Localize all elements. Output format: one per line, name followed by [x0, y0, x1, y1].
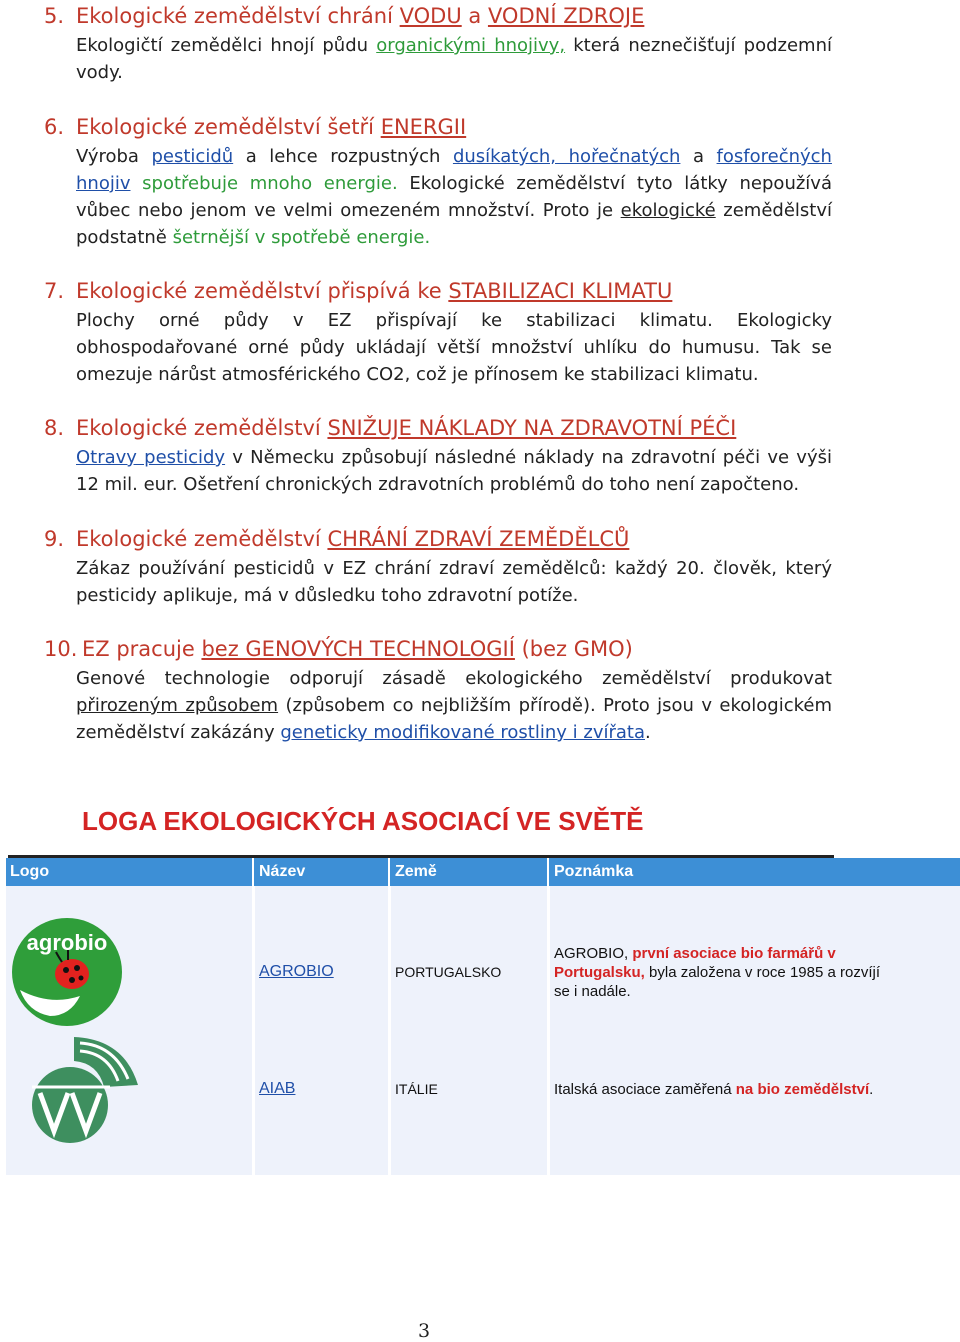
section-heading: Ekologické zemědělství SNIŽUJE NÁKLADY NA ZDRAVOTNÍ PÉČI: [76, 416, 737, 440]
agrobio-logo: [10, 916, 124, 1028]
aiab-logo: [14, 1035, 140, 1143]
column-header-logo: Logo: [10, 863, 50, 880]
table-row: [6, 886, 960, 1030]
section-body: Genové technologie odporují zásadě ekologického zemědělství produkovat přirozeným způsobem (způsobem co nejbližším přírodě). Proto jsou v ekologickém zemědělství zakázány geneticky modifikované rostliny i zvířata.: [76, 668, 832, 743]
table-header: [6, 858, 960, 886]
section-number: 9.: [44, 527, 65, 551]
section-heading: Ekologické zemědělství chrání VODU a VODNÍ ZDROJE: [76, 4, 645, 28]
section-body: Otravy pesticidy v Německu způsobují následné náklady na zdravotní péči ve výši 12 mil. eur. Ošetření chronických zdravotních problémů do toho není započteno.: [76, 447, 832, 495]
gmo-link[interactable]: geneticky modifikované rostliny i zvířata: [280, 722, 645, 743]
association-name[interactable]: AGROBIO: [259, 963, 334, 980]
section-number: 6.: [44, 115, 65, 139]
nitrogen-fertilizer-link[interactable]: dusíkatých, hořečnatých: [452, 146, 681, 167]
organic-fertilizer-link[interactable]: organickými hnojivy,: [376, 35, 566, 56]
section-heading: EZ pracuje bez GENOVÝCH TECHNOLOGIÍ (bez GMO): [82, 637, 633, 661]
section-heading: Ekologické zemědělství přispívá ke STABILIZACI KLIMATU: [76, 279, 673, 303]
heading-link[interactable]: VODNÍ ZDROJE: [487, 4, 645, 28]
column-header-country: Země: [395, 863, 437, 880]
logo-text: agrobio: [26, 930, 108, 955]
table-row: [6, 1030, 960, 1145]
heading-link[interactable]: CHRÁNÍ ZDRAVÍ ZEMĚDĚLCŮ: [327, 527, 630, 551]
association-note: AGROBIO, první asociace bio farmářů v Portugalsku, byla založena v roce 1985 a rozvíjí se i nadále.: [554, 945, 880, 1000]
association-country: ITÁLIE: [395, 1081, 438, 1097]
section-body: Ekologičtí zemědělci hnojí půdu organickými hnojivy, která neznečišťují podzemní vody.: [76, 35, 832, 83]
section-body: Zákaz používání pesticidů v EZ chrání zdraví zemědělců: každý 20. člověk, který pesticidy aplikuje, má v důsledku toho zdravotní potíže.: [76, 558, 832, 606]
pesticide-poisoning-link[interactable]: Otravy pesticidy: [76, 447, 226, 468]
section-heading: Ekologické zemědělství šetří ENERGII: [76, 115, 467, 139]
heading-link[interactable]: bez GENOVÝCH TECHNOLOGIÍ: [201, 637, 515, 661]
heading-link[interactable]: STABILIZACI KLIMATU: [448, 279, 673, 303]
section-number: 10.: [44, 637, 78, 661]
column-header-name: Název: [259, 863, 306, 880]
table-row-empty: [6, 1145, 960, 1175]
association-name[interactable]: AIAB: [259, 1080, 296, 1097]
column-header-note: Poznámka: [554, 863, 634, 880]
page-number: 3: [418, 1320, 431, 1342]
association-note: Italská asociace zaměřená na bio zemědělství.: [554, 1081, 874, 1098]
section-number: 5.: [44, 4, 65, 28]
phosphate-fertilizer-link[interactable]: fosforečných hnojiv: [76, 146, 832, 194]
section-body: Plochy orné půdy v EZ přispívají ke stabilizaci klimatu. Ekologicky obhospodařované orné půdy ukládají větší množství uhlíku do humusu. Tak se omezuje nárůst atmosférického CO2, což je přínosem ke stabilizaci klimatu.: [76, 310, 832, 385]
section-heading: Ekologické zemědělství CHRÁNÍ ZDRAVÍ ZEMĚDĚLCŮ: [76, 527, 630, 551]
heading-link[interactable]: ENERGII: [380, 115, 467, 139]
association-country: PORTUGALSKO: [395, 964, 502, 980]
section-number: 7.: [44, 279, 65, 303]
heading-link[interactable]: VODU: [399, 4, 462, 28]
section-number: 8.: [44, 416, 65, 440]
section-body: Výroba pesticidů a lehce rozpustných dusíkatých, hořečnatých a fosforečných hnojiv spotřebuje mnoho energie. Ekologické zemědělství tyto látky nepoužívá vůbec nebo jenom ve velmi omezeném množství. Proto je ekologické zemědělství podstatně šetrnější v spotřebě energie.: [76, 146, 832, 248]
heading-link[interactable]: SNIŽUJE NÁKLADY NA ZDRAVOTNÍ PÉČI: [327, 416, 737, 440]
pesticides-link[interactable]: pesticidů: [151, 146, 234, 167]
logos-title: LOGA EKOLOGICKÝCH ASOCIACÍ VE SVĚTĚ: [82, 806, 644, 836]
